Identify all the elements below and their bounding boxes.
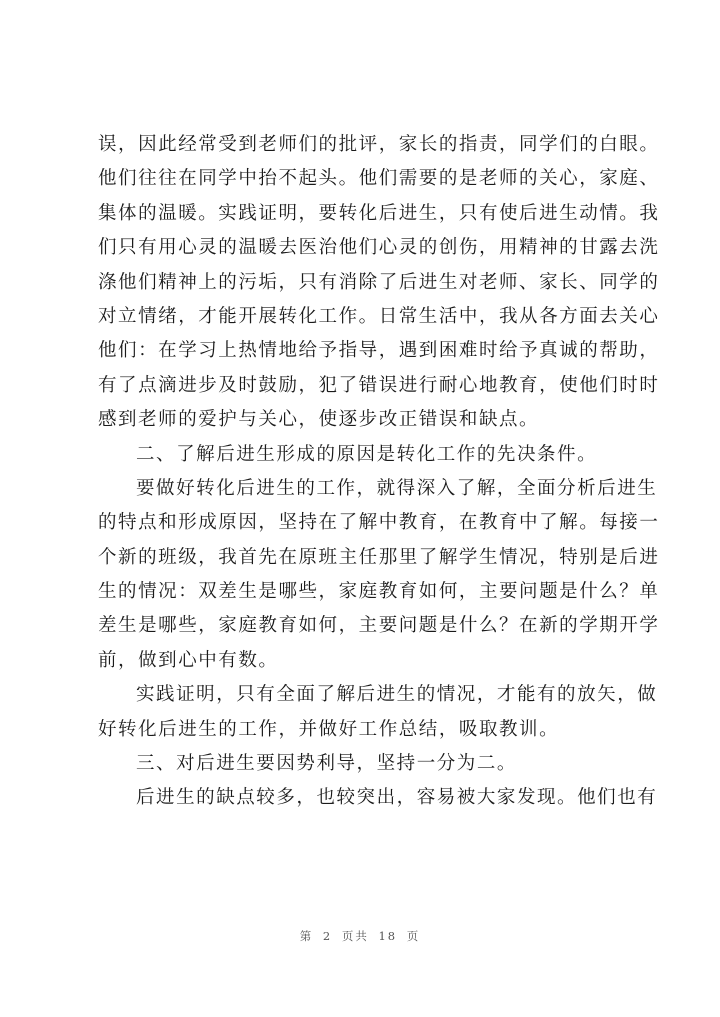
text-line: 个新的班级，我首先在原班主任那里了解学生情况，特别是后进 [98,546,660,568]
text-line: 对立情绪，才能开展转化工作。日常生活中，我从各方面去关心 [98,305,660,327]
text-line: 的特点和形成原因，坚持在了解中教育，在教育中了解。每接一 [98,512,660,534]
text-line: 集体的温暖。实践证明，要转化后进生，只有使后进生动情。我 [98,202,660,224]
text-line: 前，做到心中有数。 [98,649,279,671]
text-line: 他们：在学习上热情地给予指导，遇到困难时给予真诚的帮助， [98,340,660,362]
text-line: 涤他们精神上的污垢，只有消除了后进生对老师、家长、同学的 [98,271,660,293]
body-text [98,128,660,816]
section-heading: 二、了解后进生形成的原因是转化工作的先决条件。 [136,443,598,465]
paragraph-first-line: 要做好转化后进生的工作，就得深入了解，全面分析后进生 [136,477,658,499]
paragraph-first-line: 后进生的缺点较多，也较突出，容易被大家发现。他们也有 [136,787,658,809]
text-line: 误，因此经常受到老师们的批评，家长的指责，同学们的白眼。 [98,134,660,155]
text-line: 有了点滴进步及时鼓励，犯了错误进行耐心地教育，使他们时时 [98,374,660,396]
text-line: 他们往往在同学中抬不起头。他们需要的是老师的关心，家庭、 [98,168,660,190]
page-number-footer: 第 2 页共 18 页 [299,929,421,943]
text-line: 生的情况：双差生是哪些，家庭教育如何，主要问题是什么？单 [98,581,660,603]
paragraph-first-line: 实践证明，只有全面了解后进生的情况，才能有的放矢，做 [136,684,658,706]
section-heading: 三、对后进生要因势利导，坚持一分为二。 [136,753,517,775]
text-line: 感到老师的爱护与关心，使逐步改正错误和缺点。 [98,409,540,431]
text-line: 好转化后进生的工作，并做好工作总结，吸取教训。 [98,718,560,740]
text-line: 们只有用心灵的温暖去医治他们心灵的创伤，用精神的甘露去洗 [98,237,660,259]
text-line: 差生是哪些，家庭教育如何，主要问题是什么？在新的学期开学 [98,615,660,637]
